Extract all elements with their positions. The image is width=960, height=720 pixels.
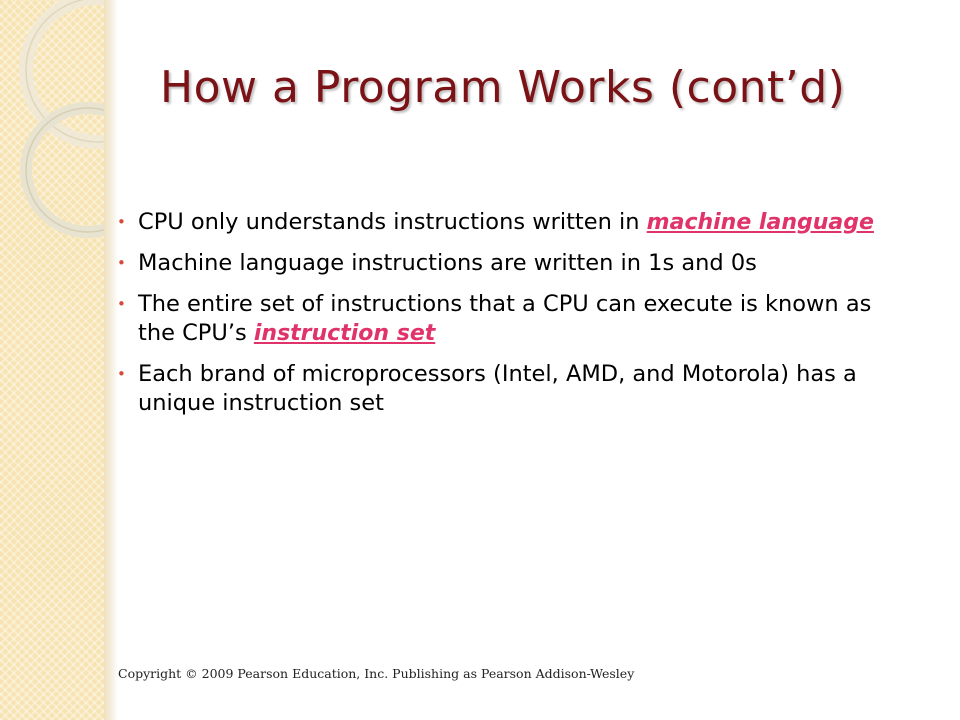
bullet-text: Machine language instructions are written in 1s and 0s	[138, 250, 757, 276]
bullet-marker: •	[117, 365, 126, 383]
bullet-list	[115, 208, 905, 430]
bullet-item	[115, 290, 905, 348]
bullet-item	[115, 208, 905, 237]
slide-title: How a Program Works (cont’d)	[160, 62, 846, 113]
decorative-sidebar	[0, 0, 104, 720]
bullet-marker: •	[117, 295, 126, 313]
bullet-text: CPU only understands instructions written in	[138, 209, 647, 235]
decorative-rings-graphic	[0, 0, 104, 720]
bullet-text: Each brand of microprocessors (Intel, AMD, and Motorola) has a unique instruction set	[138, 361, 857, 416]
bullet-text: The entire set of instructions that a CPU can execute is known as the CPU’s	[138, 291, 872, 346]
bullet-item	[115, 249, 905, 278]
term-machine-language: machine language	[646, 210, 874, 235]
bullet-item	[115, 360, 905, 418]
copyright-footer: Copyright © 2009 Pearson Education, Inc. Publishing as Pearson Addison-Wesley	[118, 666, 635, 681]
term-instruction-set: instruction set	[253, 321, 436, 346]
bullet-marker: •	[117, 213, 126, 231]
bullet-marker: •	[117, 254, 126, 272]
